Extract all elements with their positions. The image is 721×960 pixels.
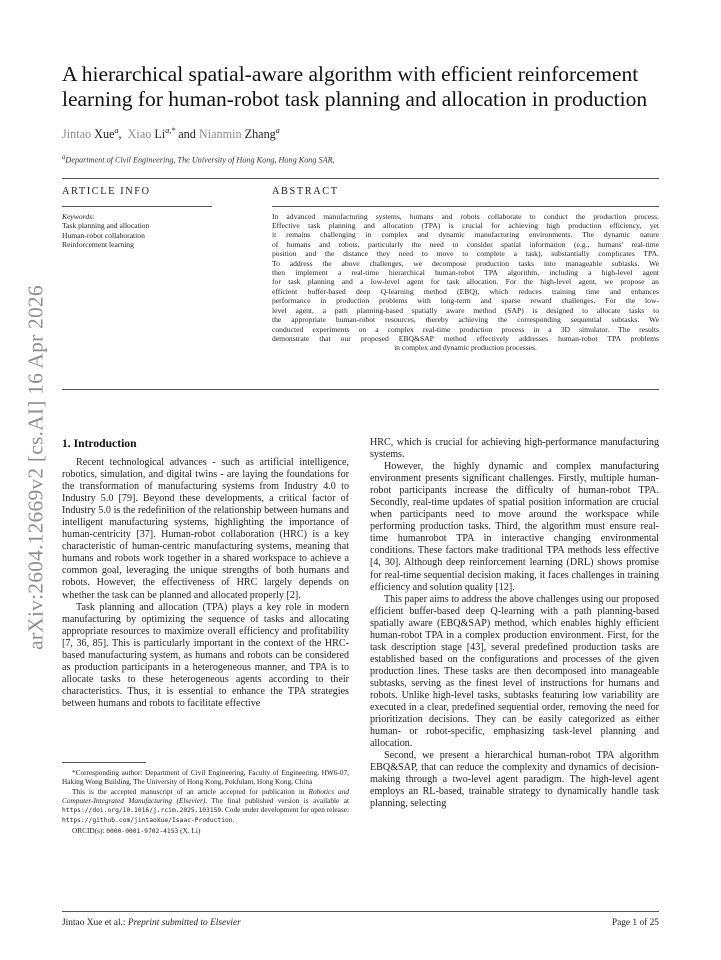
abstract-line: then implement a real-time hierarchical human-robot TPA algorithm, including a high-level agent <box>272 268 659 278</box>
keywords-label: Keywords <box>62 212 93 221</box>
right-column <box>370 437 659 810</box>
arxiv-identifier: arXiv:2604.12669v2 [cs.AI] 16 Apr 2026 <box>23 285 48 650</box>
body-paragraph: However, the highly dynamic and complex manufacturing environment presents significant challenges. Firstly, multiple human-robot participants increase the difficulty of human-robot TPA. Secondly, real-time updates of spatial position information are crucial when participants need to move around the workspace while performing production tasks. Third, the algorithm must ensure real-time humanrobot TPA in interactive changing environmental conditions. These factors make traditional TPA methods less effective [4, 30]. Although deep reinforcement learning (DRL) shows promise for real-time sequential decision making, it faces challenges in training efficiency and solution quality [12]. <box>370 461 659 593</box>
author-1: Jintao Xue$^a$, <box>62 126 122 142</box>
body-paragraph: Recent technological advances - such as artificial intelligence, robotics, simulation, and digital twins - are laying the foundations for the transformation of manufacturing systems from Industry 4.0 to Industry 5.0 [79]. Beyond these developments, a critical factor of Industry 5.0 is the redefinition of the relationship between humans and intelligent manufacturing systems, highlighting the importance of human-centricity [37]. Human-robot collaboration (HRC) is a key characteristic of human-centric manufacturing systems, meaning that humans and robots work together in a shared workspace to achieve a common goal, leveraging the unique strengths of both humans and robots. However, the effectiveness of HRC largely depends on whether the task can be planned and allocated properly [2]. <box>62 457 349 601</box>
abstract-line: To address the above challenges, we decompose production tasks into manageable subtasks. We <box>272 258 659 268</box>
abstract-line: conducted experiments on a complex real-time production process in a 3D simulator. The results <box>272 324 659 334</box>
author-list <box>62 126 280 142</box>
abstract-line: efficient buffer-based deep Q-learning method (EBQ), which reduces training time and enhances <box>272 286 659 296</box>
keyword: Reinforcement learning <box>62 240 134 250</box>
footer-rule <box>62 911 659 912</box>
page-number: Page 1 of 25 <box>611 918 659 928</box>
section-heading: 1. Introduction <box>62 437 137 450</box>
abstract-line: the appropriate human-robot resources, thereby achieving the corresponding sequential subtasks. We <box>272 315 659 325</box>
paper-title: A hierarchical spatial-aware algorithm with efficient reinforcement learning for human-robot task planning and allocation in production <box>62 62 648 111</box>
abstract-line: In advanced manufacturing systems, humans and robots collaborate to conduct the production process. <box>272 211 659 221</box>
abstract-text <box>272 212 659 353</box>
orcid-note: ORCID(s): 0000-0001-9702-4153 (X. Li) <box>72 825 201 835</box>
body-paragraph: Task planning and allocation (TPA) plays a key role in modern manufacturing by optimizing the sequence of tasks and allocating appropriate resources to maximize overall efficiency and profitability [7, 36, 85]. This is particularly important in the context of the HRC-based manufacturing system, as humans and robots can be considered as production participants in a heterogeneous manner, and TPA is to allocate tasks to these heterogeneous agents according to their characteristics. Thus, it is essential to enhance the TPA strategies between humans and robots to facilitate effective <box>62 601 349 709</box>
abstract-line: in complex and dynamic production processes. <box>394 343 537 353</box>
header-rule <box>62 178 659 179</box>
left-column <box>62 457 349 710</box>
abstract-line: level agent, a path planning-based spatially aware method (SAP) is designed to allocate tasks to <box>272 305 659 315</box>
affiliation: $^a$Department of Civil Engineering, The University of Hong Kong, Hong Kong SAR, <box>62 154 335 165</box>
author-2: Xiao $Li^{a,*}$ <box>127 126 176 142</box>
keyword: Task planning and allocation <box>62 221 150 231</box>
abstract-line: it remains challenging in complex and dynamic manufacturing environments. The dynamic nature <box>272 230 659 240</box>
footnote-rule <box>62 762 146 763</box>
abstract-heading: ABSTRACT <box>272 186 339 197</box>
article-info-heading: ARTICLE INFO <box>62 186 151 197</box>
code-link[interactable]: https://github.com/jintaoXue/Isaac-Production <box>62 817 233 825</box>
author-3: Nianmin Zhang$^a$ <box>198 126 280 142</box>
corresponding-author-note: *Corresponding author: Department of Civil Engineering, Faculty of Engineering, HW6-07, Haking Wong Building, The University of Hong Kong, Pokfulam, Hong Kong, China <box>62 768 349 787</box>
body-paragraph: HRC, which is crucial for achieving high-performance manufacturing systems. <box>370 437 659 461</box>
abstract-line: performance in production problems with long-term and sparse reward challenges. For the low- <box>272 296 659 306</box>
accepted-manuscript-note: This is the accepted manuscript of an article accepted for publication in Robotics and Computer-Integrated Manufacturing (Elsevier). The final published version is available at https://doi.org/10.1016/j.rcim.2025.103159. Code under development for open release: https://github.com/jintaoXue/Isaac-Production. <box>62 786 350 825</box>
abstract-line: position and the distance they need to move to complete a task), substantially complicates TPA. <box>272 249 659 259</box>
author-and: and <box>178 127 196 142</box>
abstract-line: demonstrate that our proposed EBQ&SAP method effectively addresses human-robot TPA problems <box>272 333 659 343</box>
abstract-line: for task planning and a low-level agent for task allocation. For the high-level agent, we propose an <box>272 277 659 287</box>
footnote <box>62 768 349 836</box>
keywords-block: Keywords: Task planning and allocation Human-robot collaboration Reinforcement learning <box>62 212 252 250</box>
footer-left: Jintao Xue et al.: Preprint submitted to Elsevier <box>62 918 241 928</box>
body-paragraph: Second, we present a hierarchical human-robot TPA algorithm EBQ&SAP, that can reduce the complexity and dynamics of decision-making through a two-level agent paradigm. The high-level agent employs an RL-based, trainable strategy to dynamically handle task planning, selecting <box>370 750 659 810</box>
doi-link[interactable]: https://doi.org/10.1016/j.rcim.2025.103159 <box>62 807 222 815</box>
abstract-bottom-rule <box>62 389 659 390</box>
abstract-line: Effective task planning and allocation (TPA) is crucial for achieving high production efficiency, yet <box>272 220 659 230</box>
article-info-rule <box>62 206 212 207</box>
abstract-line: of humans and robots, particularly the need to consider spatial information (e.g., humans' real-time <box>272 239 659 249</box>
body-paragraph: This paper aims to address the above challenges using our proposed efficient buffer-based deep Q-learning with a path planning-based spatially aware (EBQ&SAP) method, which enables highly efficient human-robot TPA in a complex production environment. First, for the task description stage [43], several predefined production tasks are established based on the configurations and processes of the given production lines. These tasks are then decomposed into manageable subtasks, serving as the finest level of instructions for humans and robots. Unlike high-level tasks, subtasks featuring low variability are executed in a clear, predefined sequential order, removing the need for prioritization decisions. They can be easily categorized as either human- or robot-specific, emphasizing task-level planning and allocation. <box>370 593 659 750</box>
keyword: Human-robot collaboration <box>62 230 145 240</box>
abstract-rule <box>272 206 659 207</box>
